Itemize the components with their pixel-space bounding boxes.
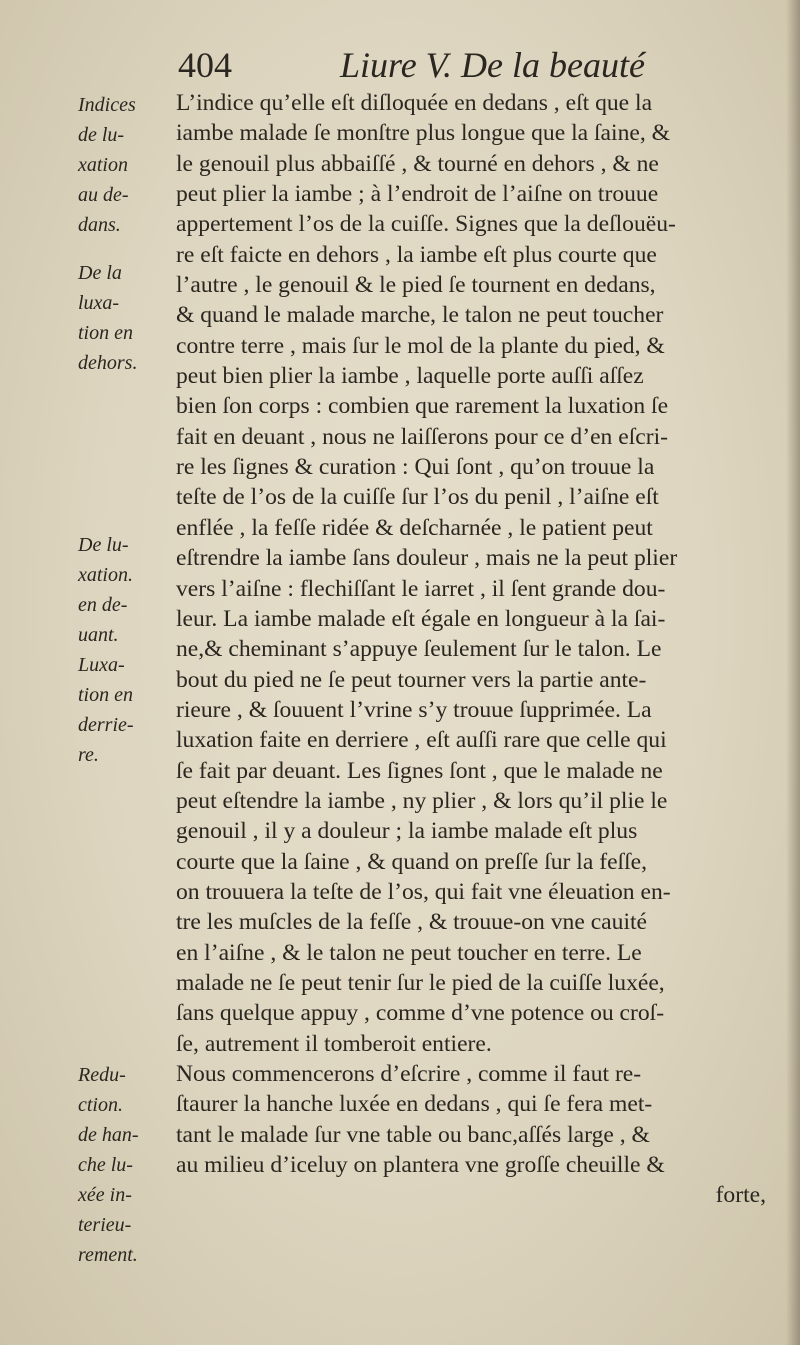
margin-note-line: luxa- xyxy=(78,292,120,314)
margin-note-line: dehors. xyxy=(78,352,138,374)
margin-note-line: au de- xyxy=(78,184,129,206)
body-line: ſtaurer la hanche luxée en dedans , qui ſe fera met- xyxy=(176,1091,653,1118)
body-line: l’autre , le genouil & le pied ſe tournent en dedans, xyxy=(176,272,656,299)
margin-note-line: rement. xyxy=(78,1244,138,1266)
body-line: re eſt faicte en dehors , la iambe eſt plus courte que xyxy=(176,241,657,268)
body-line: bien ſon corps : combien que rarement la luxation ſe xyxy=(176,393,669,420)
margin-note-line: Luxa- xyxy=(78,654,125,676)
margin-note-line: xation. xyxy=(78,564,133,586)
body-line: au milieu d’iceluy on plantera vne groſſe cheuille & xyxy=(176,1152,665,1179)
margin-note-line: xation xyxy=(78,154,128,176)
margin-note-luxation-deuant-derriere xyxy=(78,530,170,770)
margin-note-luxation-dehors xyxy=(78,258,170,378)
body-line: peut eſtendre la iambe , ny plier , & lors qu’il plie le xyxy=(176,787,668,814)
body-line: & quand le malade marche, le talon ne peut toucher xyxy=(176,302,664,329)
page-header xyxy=(178,40,698,90)
body-line: rieure , & ſouuent l’vrine s’y trouue ſupprimée. La xyxy=(176,696,652,723)
margin-note-line: xée in- xyxy=(78,1184,132,1206)
body-line: courte que la ſaine , & quand on preſſe ſur la feſſe, xyxy=(176,848,648,875)
body-line: ne,& cheminant s’appuye ſeulement ſur le talon. Le xyxy=(176,636,662,663)
body-line: ſe, autrement il tomberoit entiere. xyxy=(176,1030,492,1057)
margin-note-line: re. xyxy=(78,744,99,766)
body-line: teſte de l’os de la cuiſſe ſur l’os du penil , l’aiſne eſt xyxy=(176,484,659,511)
body-line: genouil , il y a douleur ; la iambe malade eſt plus xyxy=(176,818,638,845)
margin-note-line: de han- xyxy=(78,1124,139,1146)
body-line: iambe malade ſe monſtre plus longue que la ſaine, & xyxy=(176,120,671,147)
body-line: peut plier la iambe ; à l’endroit de l’aiſne on trouue xyxy=(176,181,659,208)
body-line: ſans quelque appuy , comme d’vne potence ou croſ- xyxy=(176,1000,665,1027)
body-line: leur. La iambe malade eſt égale en longueur à la ſai- xyxy=(176,605,666,632)
margin-note-line: dans. xyxy=(78,214,121,236)
body-line: tant le malade ſur vne table ou banc,aſſés large , & xyxy=(176,1121,650,1148)
page-number: 404 xyxy=(178,45,232,85)
body-line: malade ne ſe peut tenir ſur le pied de la cuiſſe luxée, xyxy=(176,969,665,996)
body-line: enflée , la feſſe ridée & deſcharnée , le patient peut xyxy=(176,514,653,541)
body-line: en l’aiſne , & le talon ne peut toucher en terre. Le xyxy=(176,939,642,966)
margin-note-line: de lu- xyxy=(78,124,125,146)
margin-note-line: De la xyxy=(78,262,122,284)
body-line: peut bien plier la iambe , laquelle porte auſſi aſſez xyxy=(176,363,644,390)
margin-note-reduction xyxy=(78,1060,170,1270)
body-line: L’indice qu’elle eſt diſloquée en dedans , eſt que la xyxy=(176,90,653,116)
page-edge-shadow xyxy=(786,0,800,1345)
running-title: Liure V. De la beauté xyxy=(340,45,645,85)
body-line: re les ſignes & curation : Qui ſont , qu’on trouue la xyxy=(176,454,655,481)
body-text xyxy=(176,88,766,1211)
margin-notes xyxy=(0,0,172,1345)
margin-note-line: tion en xyxy=(78,684,133,706)
body-line: luxation faite en derriere , eſt auſſi rare que celle qui xyxy=(176,727,667,754)
body-line: on trouuera la teſte de l’os, qui fait vne éleuation en- xyxy=(176,878,671,905)
body-line: Nous commencerons d’eſcrire , comme il faut re- xyxy=(176,1061,642,1087)
body-line: fait en deuant , nous ne laiſſerons pour ce d’en eſcri- xyxy=(176,423,669,450)
body-line: appertement l’os de la cuiſſe. Signes que la deſlouëu- xyxy=(176,211,676,238)
margin-note-line: uant. xyxy=(78,624,119,646)
margin-note-indices-luxation-dedans xyxy=(78,90,170,240)
margin-note-line: Redu- xyxy=(78,1064,126,1086)
margin-note-line: terieu- xyxy=(78,1214,132,1236)
body-line: tre les muſcles de la feſſe , & trouue-on vne cauité xyxy=(176,909,648,936)
body-line: eſtrendre la iambe ſans douleur , mais ne la peut plier xyxy=(176,545,678,572)
margin-note-line: che lu- xyxy=(78,1154,133,1176)
margin-note-line: De lu- xyxy=(78,534,129,556)
body-line: contre terre , mais ſur le mol de la plante du pied, & xyxy=(176,332,665,359)
margin-note-line: derrie- xyxy=(78,714,134,736)
body-line: bout du pied ne ſe peut tourner vers la partie ante- xyxy=(176,666,647,693)
body-line: vers l’aiſne : flechiſſant le iarret , il ſent grande dou- xyxy=(176,575,666,602)
body-line: ſe fait par deuant. Les ſignes ſont , que le malade ne xyxy=(176,757,663,784)
body-line: le genouil plus abbaiſſé , & tourné en dehors , & ne xyxy=(176,150,659,177)
margin-note-line: Indices xyxy=(78,94,136,116)
margin-note-line: en de- xyxy=(78,594,128,616)
margin-note-line: ction. xyxy=(78,1094,123,1116)
margin-note-line: tion en xyxy=(78,322,133,344)
body-line: forte, xyxy=(715,1182,766,1209)
